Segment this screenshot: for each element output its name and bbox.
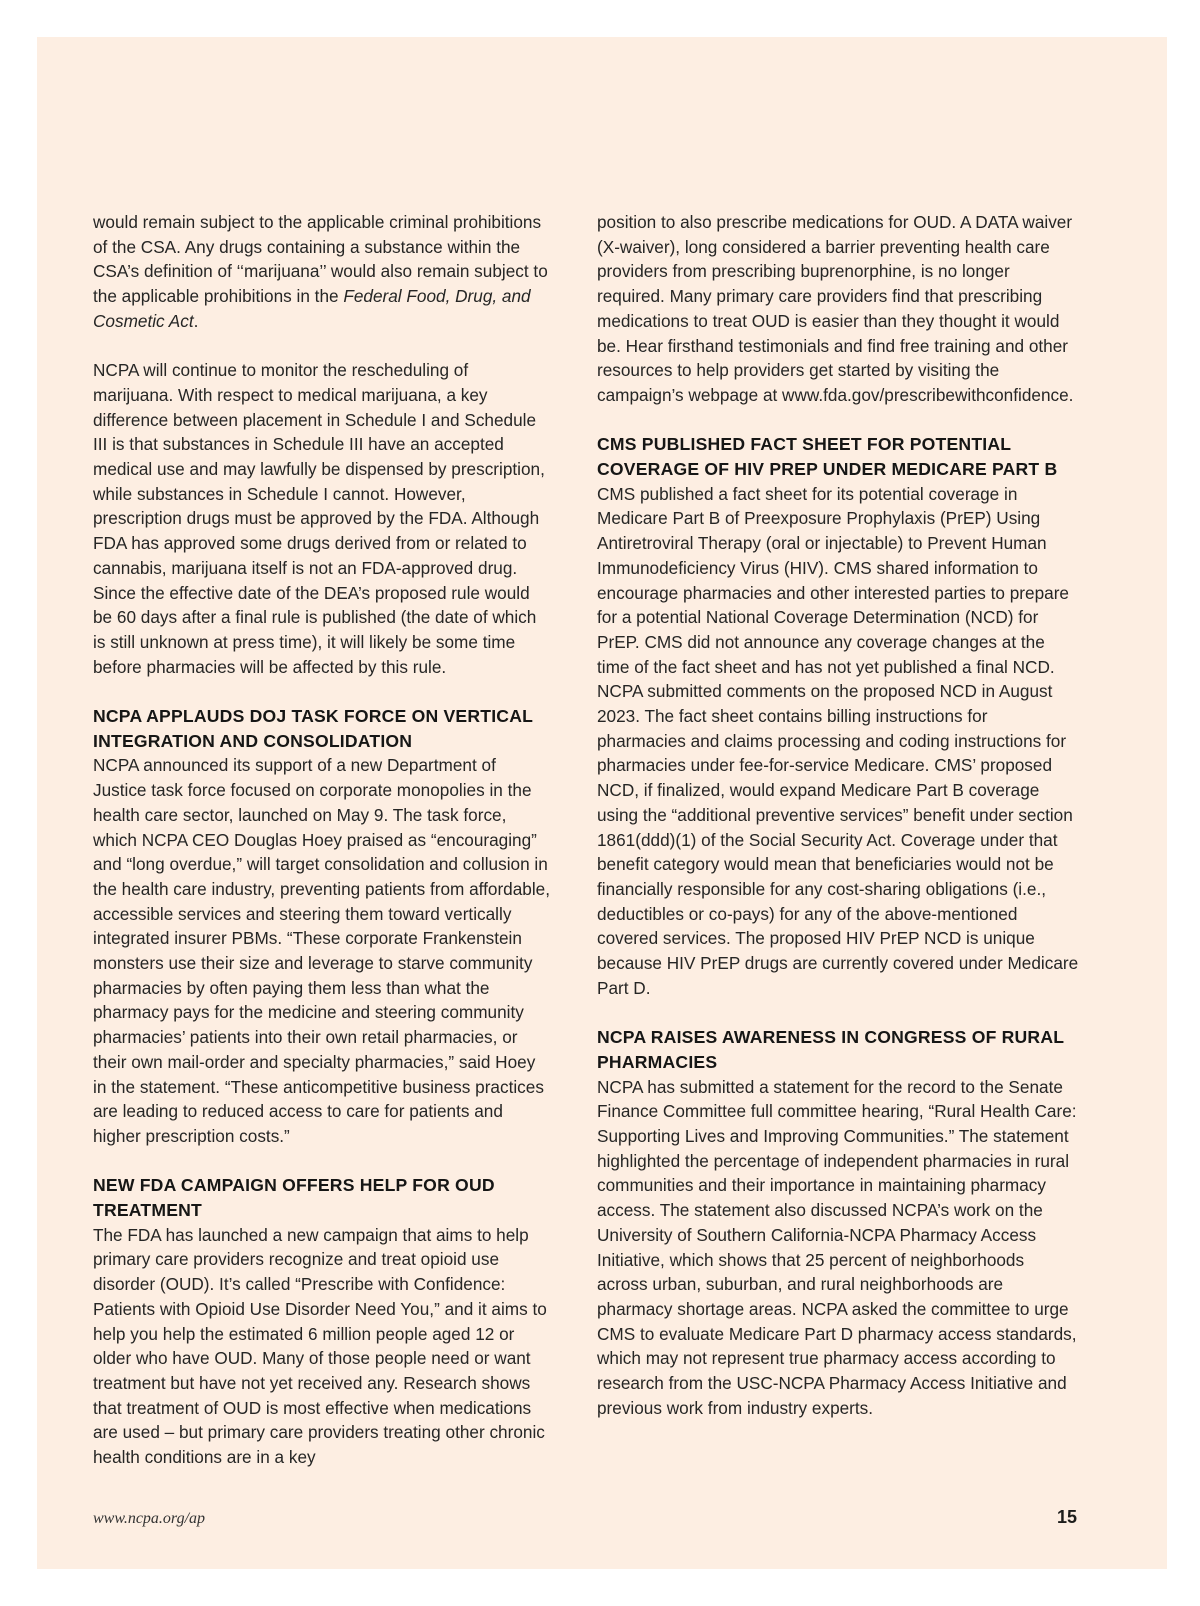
- left-column: [93, 210, 553, 1470]
- paragraph-doj-task-force: NCPA announced its support of a new Department of Justice task force focused on corporate monopolies in the health care sector, launched on May 9. The task force, which NCPA CEO Douglas Hoey praised as “encouraging” and “long overdue,” will target consolidation and collusion in the health care industry, preventing patients from affordable, accessible services and steering them toward vertically integrated insurer PBMs. “These corporate Frankenstein monsters use their size and leverage to starve community pharmacies by often paying them less than what the pharmacy pays for the medicine and steering community pharmacies’ patients into their own retail pharmacies, or their own mail-order and specialty pharmacies,” said Hoey in the statement. “These anticompetitive business practices are leading to reduced access to care for patients and higher prescription costs.”: [93, 755, 551, 1146]
- page-number: 15: [1056, 1507, 1077, 1527]
- heading-cms-fact-sheet: CMS PUBLISHED FACT SHEET FOR POTENTIAL COVERAGE OF HIV PREP UNDER MEDICARE PART B: [597, 434, 1058, 480]
- magazine-page: [37, 37, 1167, 1569]
- heading-rural-pharmacies: NCPA RAISES AWARENESS IN CONGRESS OF RURAL PHARMACIES: [597, 1027, 1064, 1072]
- paragraph-csa: would remain subject to the applicable criminal prohibitions of the CSA. Any drugs containing a substance within the CSA’s definition of ‘‘marijuana’’ would also remain subject to the applicable prohibitions in the Federal Food, Drug, and Cosmetic Act.: [93, 212, 548, 331]
- right-column: [597, 210, 1079, 1420]
- footer-url: www.ncpa.org/ap: [93, 1510, 206, 1527]
- paragraph-rural-pharmacies: NCPA has submitted a statement for the record to the Senate Finance Committee full committee hearing, “Rural Health Care: Supporting Lives and Improving Communities.” The statement highlighted the percentage of independent pharmacies in rural communities and their importance in maintaining pharmacy access. The statement also discussed NCPA’s work on the University of Southern California-NCPA Pharmacy Access Initiative, which shows that 25 percent of neighborhoods across urban, suburban, and rural neighborhoods are pharmacy shortage areas. NCPA asked the committee to urge CMS to evaluate Medicare Part D pharmacy access standards, which may not represent true pharmacy access according to research from the USC-NCPA Pharmacy Access Initiative and previous work from industry experts.: [597, 1076, 1077, 1418]
- heading-fda-campaign: NEW FDA CAMPAIGN OFFERS HELP FOR OUD TREATMENT: [93, 1175, 495, 1221]
- heading-doj-task-force: NCPA APPLAUDS DOJ TASK FORCE ON VERTICAL INTEGRATION AND CONSOLIDATION: [93, 706, 533, 751]
- paragraph-cms-fact-sheet: CMS published a fact sheet for its potential coverage in Medicare Part B of Preexposure Prophylaxis (PrEP) Using Antiretroviral Therapy (oral or injectable) to Prevent Human Immunodeficiency Virus (HIV). CMS shared information to encourage pharmacies and other interested parties to prepare for a potential National Coverage Determination (NCD) for PrEP. CMS did not announce any coverage changes at the time of the fact sheet and has not yet published a final NCD. NCPA submitted comments on the proposed NCD in August 2023. The fact sheet contains billing instructions for pharmacies and claims processing and coding instructions for pharmacies under fee-for-service Medicare. CMS’ proposed NCD, if finalized, would expand Medicare Part B coverage using the “additional preventive services” benefit under section 1861(ddd)(1) of the Social Security Act. Coverage under that benefit category would mean that beneficiaries would not be financially responsible for any cost-sharing obligations (i.e., deductibles or co-pays) for any of the above-mentioned covered services. The proposed HIV PrEP NCD is unique because HIV PrEP drugs are currently covered under Medicare Part D.: [597, 483, 1079, 998]
- act-title: Federal Food, Drug, and Cosmetic Act: [93, 286, 531, 331]
- paragraph-fda-campaign-continued: position to also prescribe medications for OUD. A DATA waiver (X-waiver), long considered a barrier preventing health care providers from prescribing buprenorphine, is no longer required. Many primary care providers find that prescribing medications to treat OUD is easier than they thought it would be. Hear firsthand testimonials and find free training and other resources to help providers get started by visiting the campaign’s webpage at www.fda.gov/prescribewithconfidence.: [597, 212, 1074, 405]
- paragraph-rescheduling: NCPA will continue to monitor the rescheduling of marijuana. With respect to medical marijuana, a key difference between placement in Schedule I and Schedule III is that substances in Schedule III have an accepted medical use and may lawfully be dispensed by prescription, while substances in Schedule I cannot. However, prescription drugs must be approved by the FDA. Although FDA has approved some drugs derived from or related to cannabis, marijuana itself is not an FDA-approved drug. Since the effective date of the DEA’s proposed rule would be 60 days after a final rule is published (the date of which is still unknown at press time), it will likely be some time before pharmacies will be affected by this rule.: [93, 360, 545, 677]
- paragraph-fda-campaign: The FDA has launched a new campaign that aims to help primary care providers recognize and treat opioid use disorder (OUD). It’s called “Prescribe with Confidence: Patients with Opioid Use Disorder Need You,” and it aims to help you help the estimated 6 million people aged 12 or older who have OUD. Many of those people need or want treatment but have not yet received any. Research shows that treatment of OUD is most effective when medications are used – but primary care providers treating other chronic health conditions are in a key: [93, 1224, 547, 1468]
